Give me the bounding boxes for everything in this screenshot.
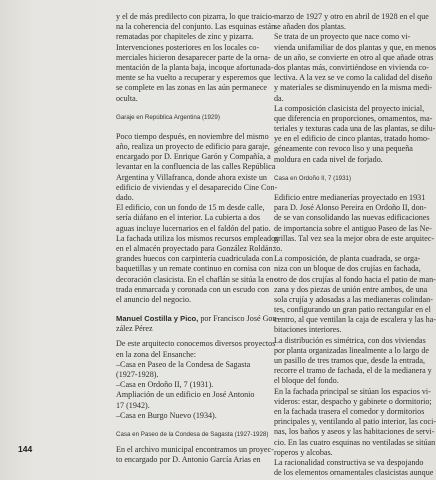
body-text-line: merciales hicieron desaparecer parte de la orna- [116, 52, 271, 62]
body-text-line: niza con un bloque de dos crujías en fachada, [274, 264, 421, 274]
body-text-line: to. [274, 243, 283, 253]
body-text-line: y materiales se disminuyendo en la misma medi- [274, 83, 433, 93]
body-text-line: Edificio entre medianerías proyectado en 1931 [274, 193, 426, 203]
spacer [116, 305, 262, 314]
body-text-line: sería diáfano en el interior. La cubierta a dos [116, 213, 261, 223]
body-text-line: el bloque del fondo. [274, 376, 339, 386]
body-text-line: En la fachada principal se sitúan los espacios vi- [274, 386, 431, 396]
author-name: Manuel Costilla y Pico, [116, 314, 199, 324]
body-text-line: Argentina y Villafranca, donde ahora existe un [116, 172, 267, 182]
body-text-line: bitaciones interiores. [274, 325, 342, 335]
spacer [274, 184, 422, 193]
body-text-line: vienda unifamiliar de dos plantas y que, en menos [274, 42, 436, 52]
body-text-line: grillas. Tal vez sea la mejor obra de este arquitec- [274, 233, 435, 243]
body-text-line: mente se ha vuelto a recuperar y esperemos que [116, 73, 271, 83]
body-text-line: edificio de viviendas y el desaparecido Cine Con- [116, 182, 278, 192]
body-text-line: de los elementos ornamentales clasicistas aunque [274, 468, 434, 478]
body-text-line: na la coherencia del conjunto. Las esquinas están [116, 22, 276, 32]
body-text-line: en el almacén proyectado para González Roldán: [116, 243, 275, 253]
body-text-line: en la fachada trasera el comedor y dormitorios [274, 406, 425, 416]
body-text-line: (1927-1928). [116, 370, 159, 380]
body-text-line: Poco tiempo después, en noviembre del mismo [116, 131, 269, 141]
body-text-line: La distribución es simétrica, con dos viviendas [274, 335, 426, 345]
body-text-line: videros: estar, despacho y gabinete o dormitorio; [274, 396, 432, 406]
left-text-column [116, 12, 280, 466]
body-text-line: sola crujía y adosadas a las medianeras colindan- [274, 294, 433, 304]
body-text-line: decoración clasicista. En el chaflán se sitúa la en- [116, 274, 277, 284]
body-text-line: En el archivo municipal encontramos un proyec- [116, 445, 274, 455]
body-text-line: tes, configurando un gran patio rectangular en el [274, 305, 431, 315]
body-text-line: zana y dos piezas de unión entre ambos, de una [274, 284, 428, 294]
body-text-line: levantar en la confluencia de las calles República [116, 162, 276, 172]
spacer [116, 104, 262, 113]
body-text-line: De este arquitecto conocemos diversos proyectos [116, 339, 276, 349]
body-text-line: Se trata de un proyecto que nace como vi- [274, 32, 411, 42]
body-text-line: La racionalidad constructiva se va despojando [274, 457, 424, 467]
body-text-line: se complete en las zonas en las aún permanece [116, 83, 268, 93]
body-text-line: –Casa en Paseo de la Condesa de Sagasta [116, 359, 251, 369]
section-caption: Garaje en República Argentina (1929) [116, 113, 220, 121]
body-text-line: teriales y texturas cada una de las plantas, se dilu- [274, 124, 436, 134]
body-text-line: que diferencia en proporciones, ornamentos, ma- [274, 113, 433, 123]
body-text-line: trada enmarcada y coronada con un escudo con [116, 284, 270, 294]
body-text-line: dado. [116, 193, 134, 203]
body-text-line: zález Pérez [116, 324, 153, 334]
body-text-line: to encargado por D. Antonio García Arias en [116, 455, 261, 465]
body-text-line: principales y, ventilando al patio interior, las coci- [274, 417, 436, 427]
spacer [116, 123, 262, 132]
spacer [116, 421, 262, 430]
body-text-line: –Casa en Ordoño II, 7 (1931). [116, 380, 214, 390]
section-caption: Casa en Ordoño II, 7 (1931) [274, 174, 352, 182]
body-text-line: por planta organizadas linealmente a lo largo de [274, 345, 429, 355]
section-caption: Casa en Paseo de la Condesa de Sagasta (1927-1928) [116, 430, 269, 438]
author-heading [116, 314, 280, 324]
body-text-line: marzo de 1927 y otro en abril de 1928 en el que [274, 12, 429, 21]
body-text-line: el anuncio del negocio. [116, 294, 192, 304]
body-text-line: lectiva. A la vez se ve como la calidad del diseño [274, 73, 433, 83]
body-text-line: –Casa en Burgo Nuevo (1934). [116, 410, 217, 420]
body-text-line: otro de dos crujías al fondo hacia el patio de man- [274, 274, 436, 284]
body-text-line: géneamente con revoco liso y una pequeña [274, 144, 413, 154]
body-text-line: dos plantas más, convirtiéndose en vivienda co- [274, 62, 429, 72]
body-text-line: se añaden dos plantas. [274, 22, 346, 32]
body-text-line: La fachada utiliza los mismos recursos empleados [116, 233, 279, 243]
spacer [274, 165, 422, 174]
body-text-line: ye en el edificio de cinco plantas, tratado homo- [274, 134, 430, 144]
body-text-line: Intervenciones posteriores en los locales co- [116, 42, 260, 52]
body-text-line: de se van consolidando las nuevas edificaciones [274, 213, 430, 223]
page-number: 144 [18, 444, 33, 454]
body-text-line: de un año, se convierte en otro al que añade otras [274, 52, 434, 62]
author-credit: por Francisco José Gon- [198, 314, 280, 324]
body-text-line: y el de más predilecto con pizarra, lo que traicio- [116, 12, 275, 21]
body-text-line: aguas incluye lucernarios en el faldón del patio. [116, 223, 271, 233]
body-text-line: centro, al que ventilan la caja de escalera y las ha- [274, 315, 436, 325]
body-text-line: encargado por D. Enrique Garón y Compañía, a [116, 152, 271, 162]
body-text-line: roperos y alcobas. [274, 447, 333, 457]
body-text-line: La composición, de planta cuadrada, se orga- [274, 254, 421, 264]
body-text-line: de importancia sobre el antiguo Paseo de las Ne- [274, 223, 432, 233]
body-text-line: oculta. [116, 93, 138, 103]
body-text-line: mentación de la planta baja, incoque afortunada- [116, 62, 274, 72]
body-text-line: año, realiza un proyecto de edificio para garaje, [116, 142, 270, 152]
body-text-line: cio. En las cuatro esquinas no ventiladas se sitúan [274, 437, 436, 447]
body-text-line: grandes huecos con carpintería cuadriculada con [116, 254, 274, 264]
body-text-line: rematadas por chapiteles de zinc y pizarra. [116, 32, 254, 42]
body-text-line: baquetillas y un remate continuo en cornisa con [116, 264, 271, 274]
body-text-line: moldura en cada nivel de forjado. [274, 154, 383, 164]
body-text-line: Ampliación de un edificio en José Antonio [116, 390, 255, 400]
body-text-line: un pasillo de tres tramos que, desde la entrada, [274, 356, 426, 366]
body-text-line: 17 (1942). [116, 400, 150, 410]
body-text-line: La composición clasicista del proyecto inicial, [274, 103, 425, 113]
body-text-line: recorre el tramo de fachada, el de la medianera y [274, 366, 432, 376]
right-text-column [274, 12, 436, 478]
body-text-line: en la zona del Ensanche: [116, 349, 197, 359]
body-text-line: nas, los baños y aseos y las habitaciones de servi- [274, 427, 435, 437]
body-text-line: para D. José Alonso Pereira en Ordoño II, don- [274, 203, 427, 213]
body-text-line: da. [274, 93, 284, 103]
body-text-line: El edificio, con un fondo de 15 m desde calle, [116, 203, 265, 213]
